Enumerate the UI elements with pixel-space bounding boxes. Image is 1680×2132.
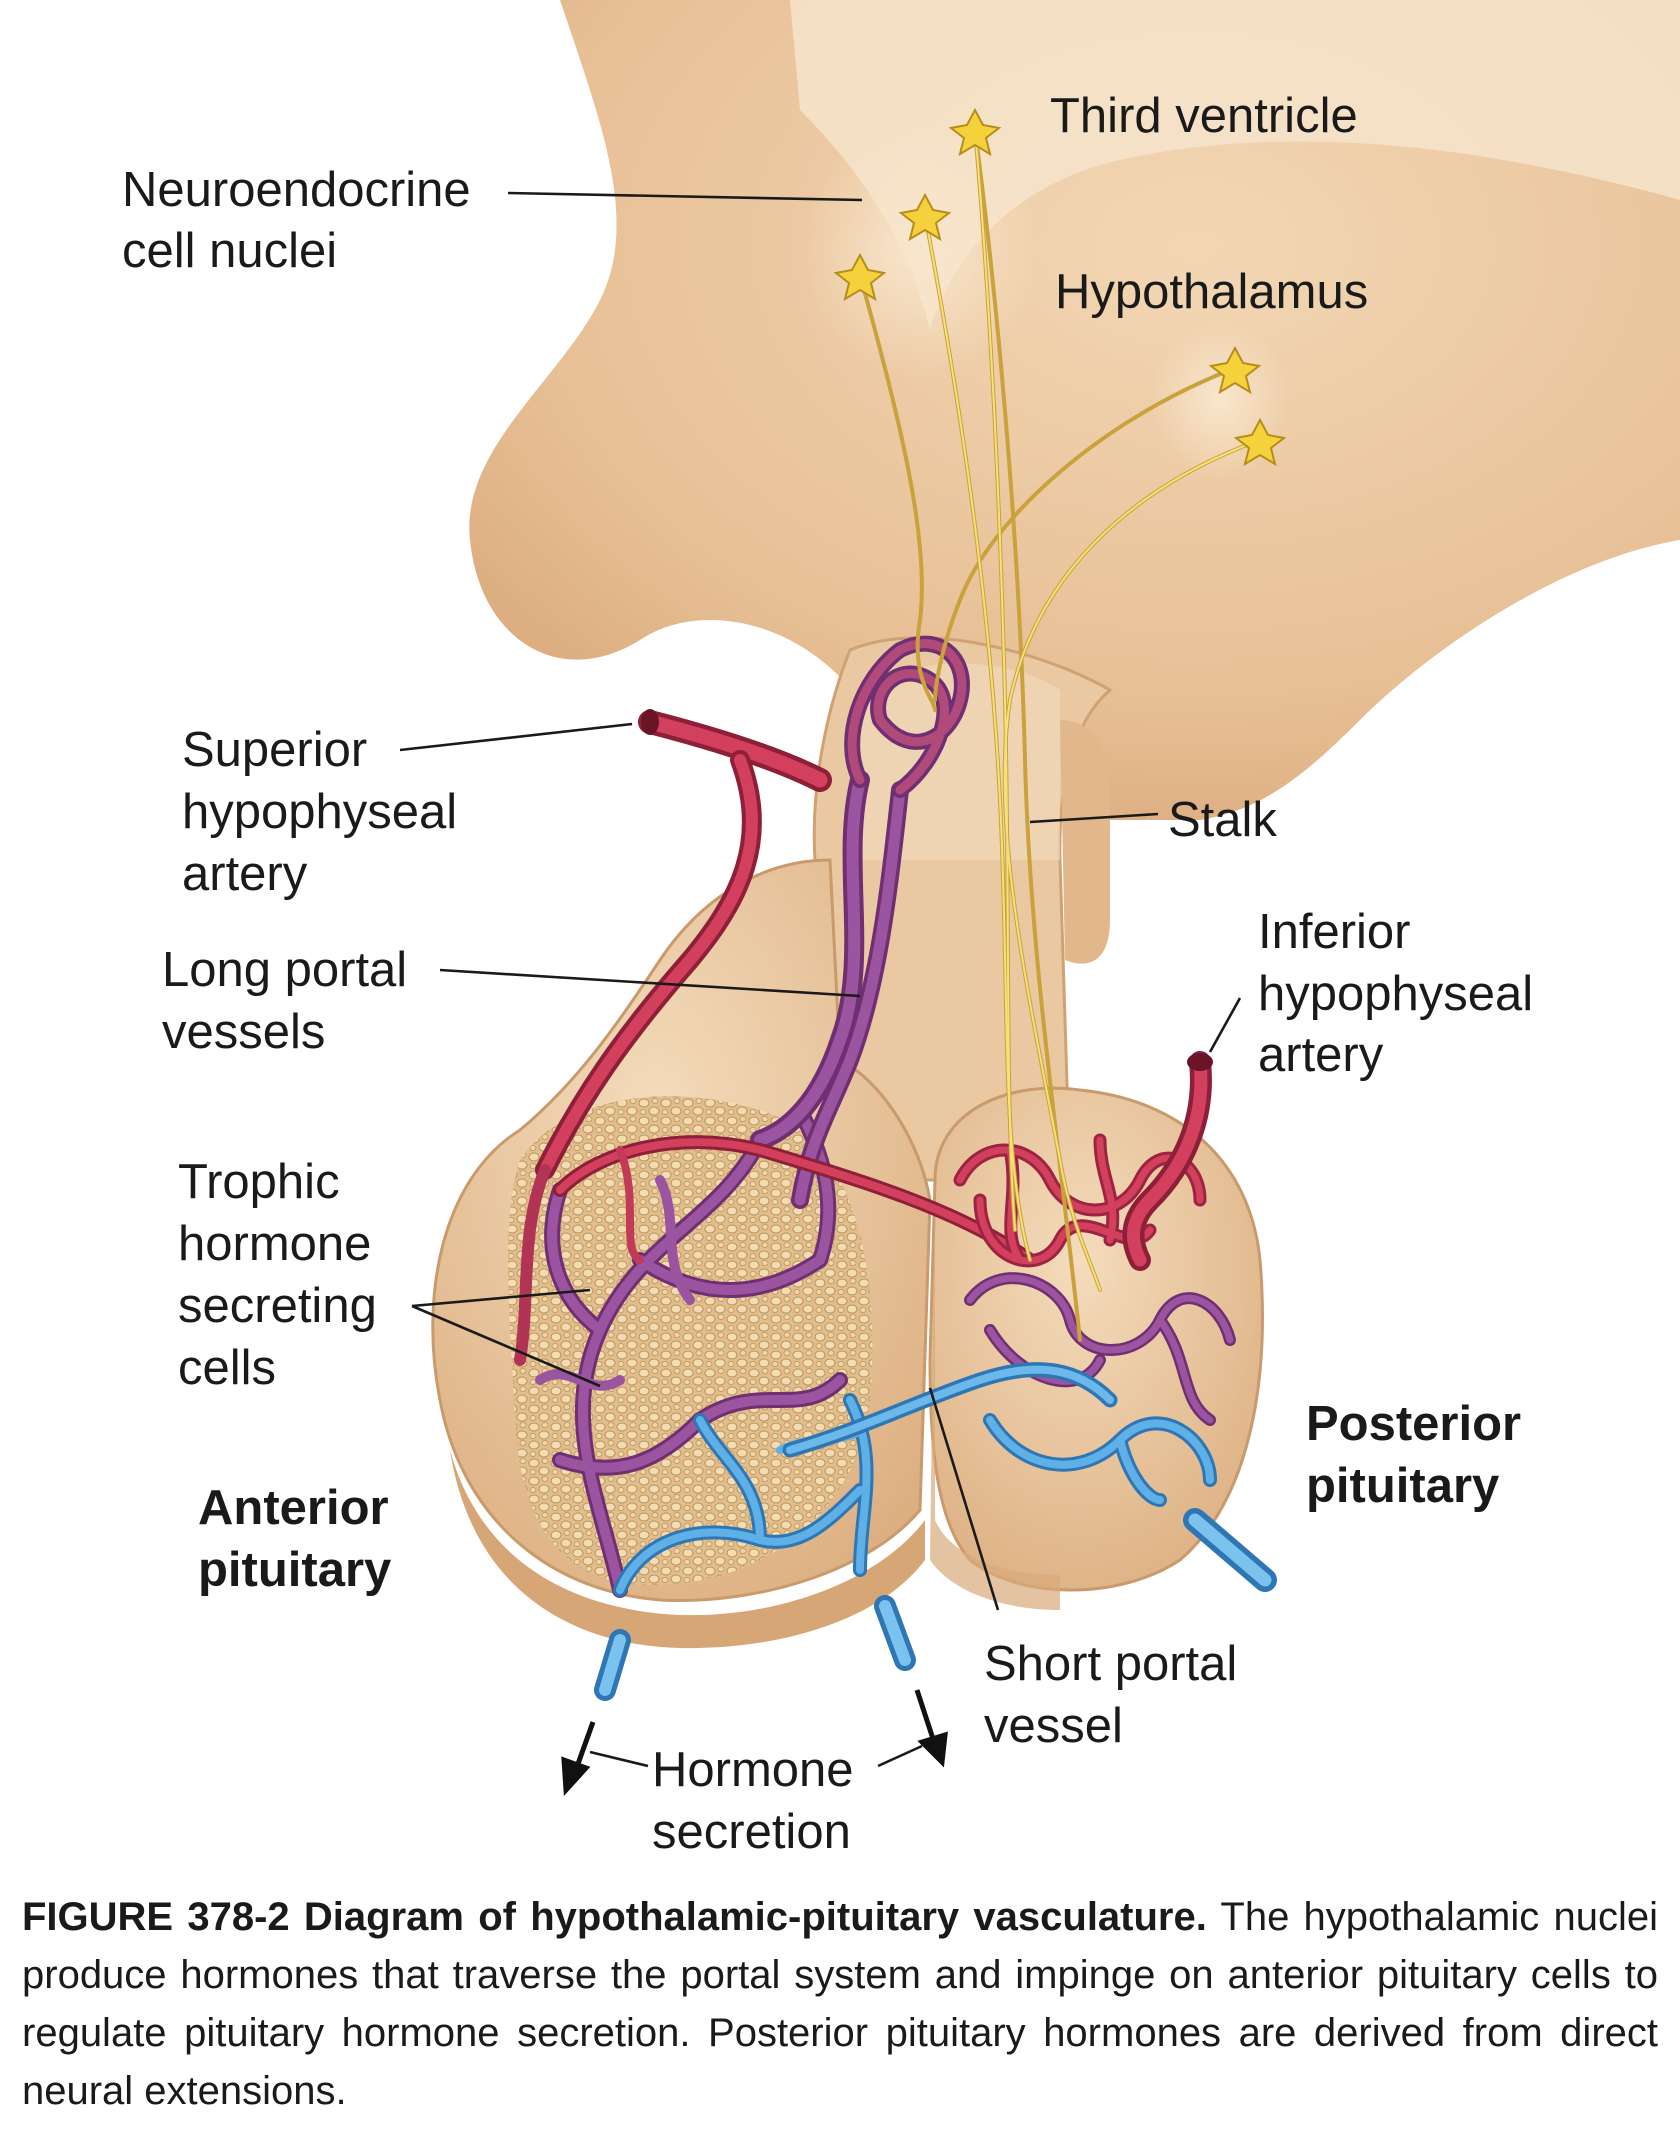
label-long-portal-line1: Long portal (162, 943, 408, 997)
label-inferior-line2: hypophyseal (1258, 967, 1534, 1021)
label-anterior-line2: pituitary (198, 1543, 392, 1597)
label-hormone-secretion-line1: Hormone (652, 1743, 854, 1797)
arrow-down-right-icon (922, 1735, 945, 1762)
label-trophic-line1: Trophic (178, 1155, 340, 1209)
arrow-down-left-icon (564, 1760, 586, 1790)
neuron-cluster-glow (800, 120, 1040, 380)
label-stalk: Stalk (1168, 793, 1277, 847)
label-superior-line2: hypophyseal (182, 785, 458, 839)
figure-caption-text: The hypothalamic nuclei produce hormones that traverse the portal system and impinge on anterior pituitary cells to regulate pituitary hormone secretion. Posterior pituitary hormones are derived from direct neural extensions. (22, 1895, 1658, 2113)
figure-caption-title: FIGURE 378-2 Diagram of hypothalamic-pituitary vasculature. (22, 1895, 1207, 1939)
label-third-ventricle: Third ventricle (1050, 89, 1358, 143)
label-inferior-line3: artery (1258, 1028, 1384, 1082)
label-superior-line3: artery (182, 847, 308, 901)
label-short-portal-line2: vessel (984, 1699, 1123, 1753)
label-long-portal-line2: vessels (162, 1005, 326, 1059)
label-anterior-line1: Anterior (198, 1481, 389, 1535)
label-inferior-line1: Inferior (1258, 905, 1411, 959)
label-trophic-line4: cells (178, 1341, 277, 1395)
label-hormone-secretion-line2: secretion (652, 1805, 851, 1859)
label-trophic-line3: secreting (178, 1279, 377, 1333)
label-posterior-line2: pituitary (1306, 1459, 1500, 1513)
figure-caption (22, 1888, 1658, 2120)
label-superior-line1: Superior (182, 723, 368, 777)
label-neuroendocrine-line1: Neuroendocrine (122, 163, 471, 217)
label-hypothalamus: Hypothalamus (1055, 265, 1369, 319)
label-trophic-line2: hormone (178, 1217, 372, 1271)
label-neuroendocrine-line2: cell nuclei (122, 224, 338, 278)
label-short-portal-line1: Short portal (984, 1637, 1238, 1691)
label-posterior-line1: Posterior (1306, 1397, 1522, 1451)
